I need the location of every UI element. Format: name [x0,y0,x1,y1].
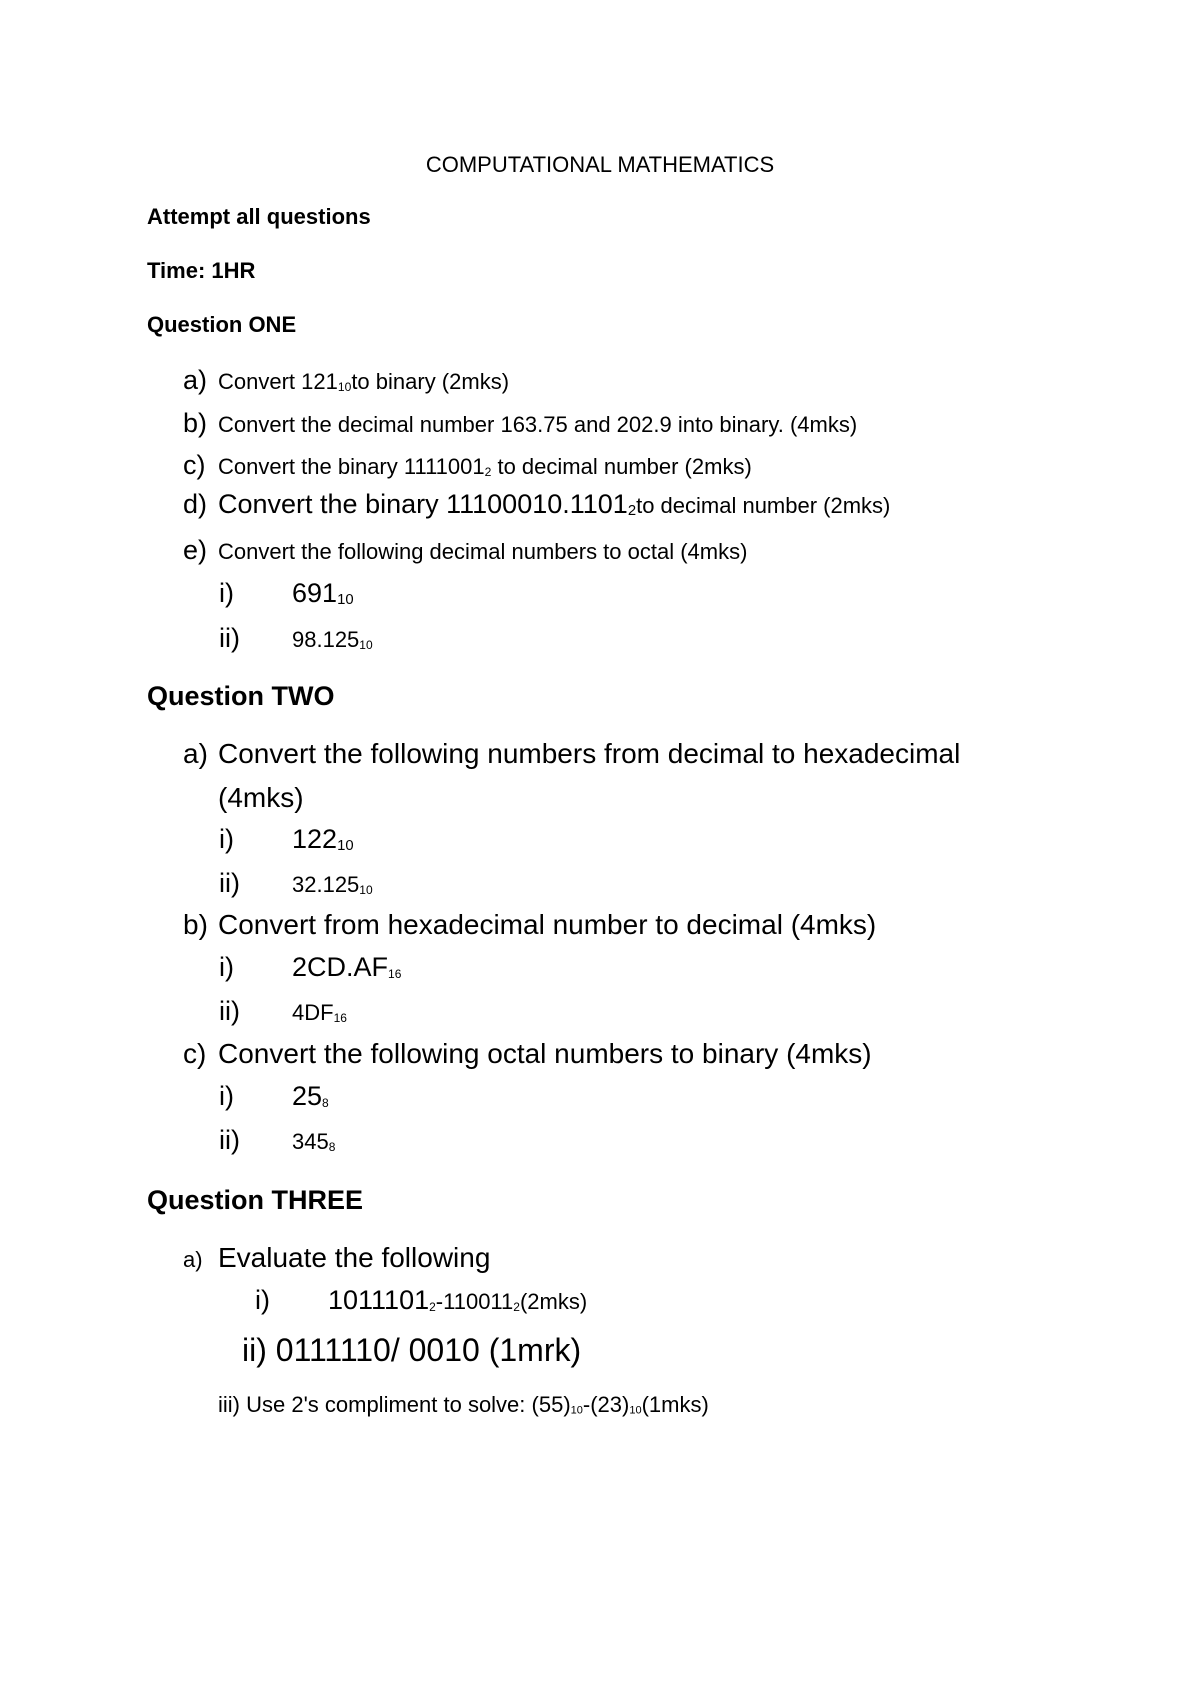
item-label: i) [219,824,234,854]
q2-item-a-ii [219,870,373,897]
base-subscript: 2 [429,1299,436,1314]
base-subscript: 10 [337,379,352,394]
q2-item-b-ii [219,998,347,1025]
q2-item-a-cont: (4mks) [218,782,304,813]
q1-item-e [183,537,747,564]
item-label: a) [183,1247,203,1272]
item-label: e) [183,535,208,565]
item-label: i) [255,1285,270,1315]
item-value: 691 [292,578,338,608]
item-text: Convert the following octal numbers to binary (4mks) [218,1038,872,1069]
q3-item-a-ii: ii) 0111110/ 0010 (1mrk) [242,1332,582,1368]
base-subscript: 10 [629,1404,642,1417]
item-label: ii) [219,623,240,653]
item-text: Convert the binary 11100010.1101 [218,489,628,519]
base-subscript: 10 [359,882,373,897]
q2-item-a-i [219,826,354,854]
item-text: Convert the binary 1111001 [218,454,485,479]
item-label: i) [219,1081,234,1111]
page-title: COMPUTATIONAL MATHEMATICS [425,152,775,177]
item-label: ii) [219,868,240,898]
q3-item-a-i [255,1287,587,1314]
q1-item-d [183,491,890,519]
item-text: Convert the decimal number 163.75 and 202.9 into binary. (4mks) [218,412,858,437]
q1-item-b [183,410,857,437]
q3-item-a-iii [218,1394,709,1417]
item-text: -(23) [582,1392,630,1417]
q2-item-c-i [219,1083,329,1110]
q2-item-b [183,911,876,939]
item-label: i) [219,952,234,982]
item-value: 98.125 [292,627,360,652]
item-value: 25 [292,1081,323,1111]
item-label: a) [183,365,208,395]
item-value: 1011101 [328,1285,430,1315]
question-two-heading: Question TWO [147,681,335,711]
base-subscript: 2 [627,503,637,520]
question-three-heading: Question THREE [147,1185,364,1215]
q2-item-a [183,740,960,768]
base-subscript: 10 [337,592,354,609]
instruction-text: Attempt all questions [147,204,371,229]
item-text: iii) Use 2's compliment to solve: (55) [218,1392,571,1417]
question-one-heading: Question ONE [147,312,297,337]
item-label: c) [183,1038,207,1069]
base-subscript: 16 [388,966,402,981]
q1-item-c [183,452,752,479]
base-subscript: 2 [484,464,492,479]
item-label: b) [183,408,208,438]
item-value: 4DF [292,1000,334,1025]
item-text: Evaluate the following [218,1242,491,1273]
q1-item-e-ii [219,625,373,652]
item-label: c) [183,450,206,480]
q1-item-e-i [219,580,354,608]
base-subscript: 10 [337,838,354,855]
item-text: Convert the following numbers from decimal to hexadecimal [218,738,961,769]
item-text: (1mks) [641,1392,709,1417]
item-value: 32.125 [292,872,360,897]
item-text: to decimal number (2mks) [491,454,752,479]
base-subscript: 8 [322,1095,329,1110]
item-text: (2mks) [519,1289,588,1314]
item-value: 2CD.AF [292,952,389,982]
item-text: to binary (2mks) [351,369,510,394]
q2-item-c [183,1040,872,1068]
item-label: ii) [219,996,240,1026]
q2-item-b-i [219,954,401,981]
item-label: ii) [219,1125,240,1155]
time-text: Time: 1HR [147,258,256,283]
item-label: i) [219,578,234,608]
base-subscript: 10 [359,637,373,652]
base-subscript: 8 [328,1139,336,1154]
base-subscript: 16 [333,1010,347,1025]
q1-item-a [183,367,509,394]
q2-item-c-ii [219,1127,335,1154]
item-text: Convert the following decimal numbers to octal (4mks) [218,539,748,564]
base-subscript: 10 [570,1404,583,1417]
item-label: a) [183,738,208,769]
item-text: Convert from hexadecimal number to decimal (4mks) [218,909,877,940]
item-value: -110011 [435,1289,514,1314]
item-value: 345 [292,1129,329,1154]
base-subscript: 2 [513,1299,520,1314]
item-value: 122 [292,824,338,854]
item-label: b) [183,909,208,940]
item-text: to decimal number (2mks) [636,493,891,518]
item-text: Convert 121 [218,369,338,394]
q3-item-a [183,1244,490,1272]
item-label: d) [183,489,208,519]
